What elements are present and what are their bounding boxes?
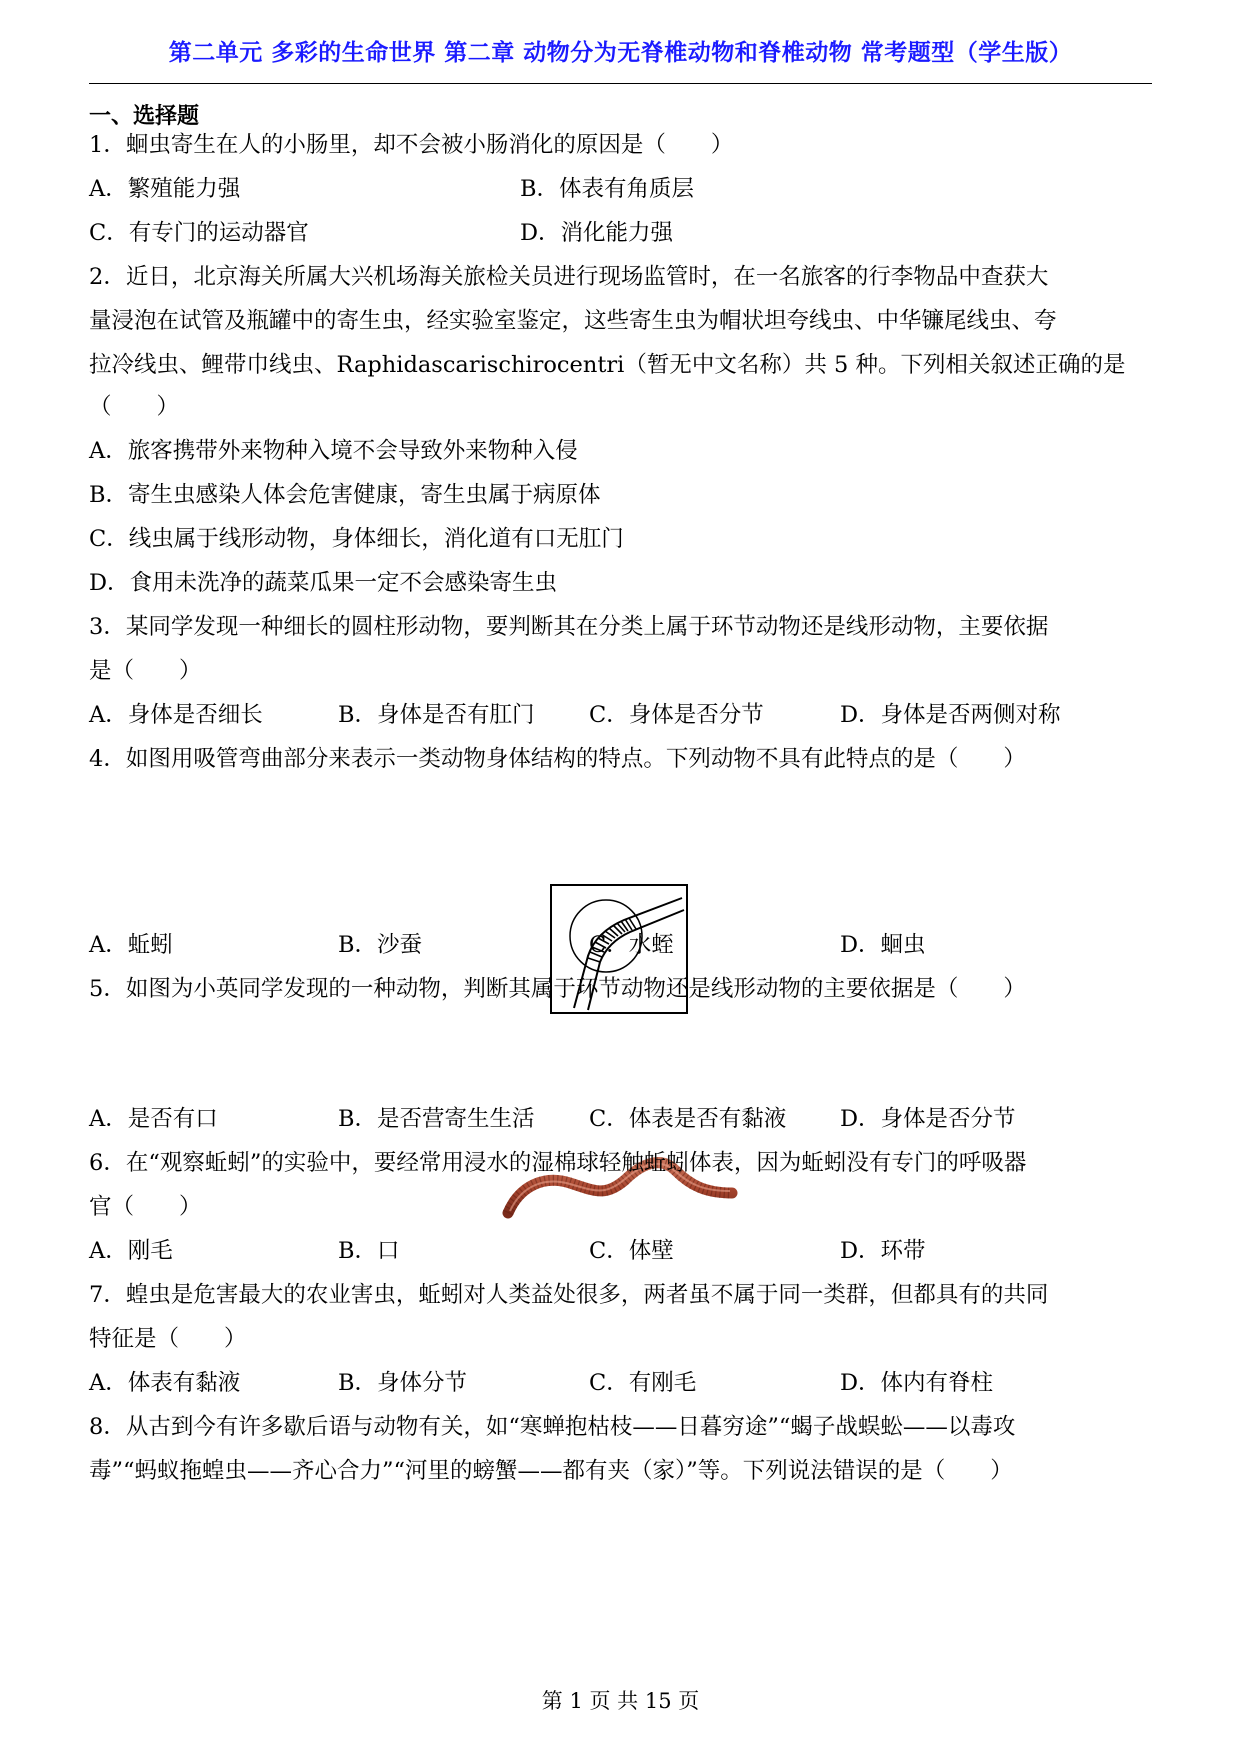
question-7-stem-line-2: 特征是（ ） xyxy=(89,1326,247,1352)
question-5-option-c: C．体表是否有黏液 xyxy=(589,1106,787,1132)
question-8-stem-line-1: 8．从古到今有许多歇后语与动物有关，如“寒蝉抱枯枝——日暮穷途”“蝎子战蜈蚣——以毒攻 xyxy=(89,1414,1016,1440)
question-6-stem-line-2: 官（ ） xyxy=(89,1194,202,1220)
question-4-stem: 4．如图用吸管弯曲部分来表示一类动物身体结构的特点。下列动物不具有此特点的是（ ） xyxy=(89,746,1026,772)
question-2-stem-line-3: 拉冷线虫、鲤带巾线虫、Raphidascarischirocentri（暂无中文名称）共 5 种。下列相关叙述正确的是 xyxy=(89,352,1126,378)
question-2-stem-line-2: 量浸泡在试管及瓶罐中的寄生虫，经实验室鉴定，这些寄生虫为帽状坦夸线虫、中华镰尾线虫、夸 xyxy=(89,308,1057,334)
question-4-option-a: A．蚯蚓 xyxy=(89,932,173,958)
question-7-option-d: D．体内有脊柱 xyxy=(840,1370,994,1396)
question-1-stem: 1．蛔虫寄生在人的小肠里，却不会被小肠消化的原因是（ ） xyxy=(89,132,734,158)
question-7-option-b: B．身体分节 xyxy=(338,1370,468,1396)
question-2-option-d: D．食用未洗净的蔬菜瓜果一定不会感染寄生虫 xyxy=(89,570,558,596)
question-2-option-a: A．旅客携带外来物种入境不会导致外来物种入侵 xyxy=(89,438,578,464)
document-header: 第二单元 多彩的生命世界 第二章 动物分为无脊椎动物和脊椎动物 常考题型（学生版） xyxy=(168,40,1073,66)
question-4-option-b: B．沙蚕 xyxy=(338,932,423,958)
question-7-stem-line-1: 7．蝗虫是危害最大的农业害虫，蚯蚓对人类益处很多，两者虽不属于同一类群，但都具有的共同 xyxy=(89,1282,1049,1308)
question-6-option-d: D．环带 xyxy=(840,1238,926,1264)
question-6-option-b: B．口 xyxy=(338,1238,400,1264)
question-2-option-c: C．线虫属于线形动物，身体细长，消化道有口无肛门 xyxy=(89,526,624,552)
question-4-option-c: C．水蛭 xyxy=(589,932,674,958)
question-3-option-d: D．身体是否两侧对称 xyxy=(840,702,1061,728)
question-2-stem-line-1: 2．近日，北京海关所属大兴机场海关旅检关员进行现场监管时，在一名旅客的行李物品中查获大 xyxy=(89,264,1049,290)
section-title: 一、选择题 xyxy=(89,104,200,129)
question-5-option-b: B．是否营寄生生活 xyxy=(338,1106,535,1132)
question-5-option-d: D．身体是否分节 xyxy=(840,1106,1016,1132)
question-3-stem-line-2: 是（ ） xyxy=(89,658,202,684)
question-7-option-a: A．体表有黏液 xyxy=(89,1370,241,1396)
page-number-footer: 第 1 页 共 15 页 xyxy=(541,1689,700,1713)
question-2-stem-line-4: （ ） xyxy=(89,394,180,420)
question-7-option-c: C．有刚毛 xyxy=(589,1370,697,1396)
question-1-option-a: A．繁殖能力强 xyxy=(89,176,241,202)
question-5-option-a: A．是否有口 xyxy=(89,1106,218,1132)
question-8-stem-line-2: 毒”“蚂蚁拖蝗虫——齐心合力”“河里的螃蟹——都有夹（家）”等。下列说法错误的是（ ） xyxy=(89,1458,1013,1484)
question-2-option-b: B．寄生虫感染人体会危害健康，寄生虫属于病原体 xyxy=(89,482,601,508)
question-3-option-b: B．身体是否有肛门 xyxy=(338,702,535,728)
question-3-option-c: C．身体是否分节 xyxy=(589,702,764,728)
header-divider xyxy=(89,83,1152,84)
question-1-option-b: B．体表有角质层 xyxy=(520,176,695,202)
question-6-stem-line-1: 6．在“观察蚯蚓”的实验中，要经常用浸水的湿棉球轻触蚯蚓体表，因为蚯蚓没有专门的呼吸器 xyxy=(89,1150,1027,1176)
question-6-option-a: A．刚毛 xyxy=(89,1238,173,1264)
question-4-option-d: D．蛔虫 xyxy=(840,932,926,958)
question-1-option-d: D．消化能力强 xyxy=(520,220,674,246)
question-6-option-c: C．体壁 xyxy=(589,1238,674,1264)
question-1-option-c: C．有专门的运动器官 xyxy=(89,220,309,246)
question-5-stem: 5．如图为小英同学发现的一种动物，判断其属于环节动物还是线形动物的主要依据是（ ） xyxy=(89,976,1026,1002)
question-3-option-a: A．身体是否细长 xyxy=(89,702,263,728)
question-3-stem-line-1: 3．某同学发现一种细长的圆柱形动物，要判断其在分类上属于环节动物还是线形动物，主要依据 xyxy=(89,614,1049,640)
